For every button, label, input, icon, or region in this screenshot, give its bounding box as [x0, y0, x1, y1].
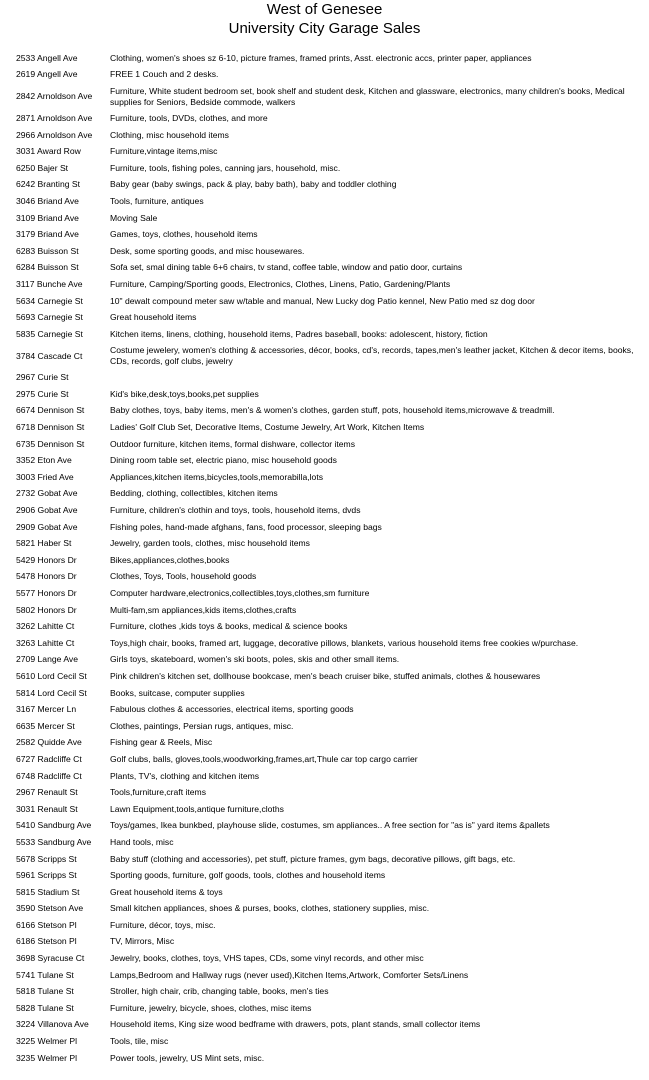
sale-items: Fishing gear & Reels, Misc — [110, 737, 213, 748]
sale-row — [16, 419, 636, 436]
sale-row — [16, 801, 636, 818]
sale-row — [16, 177, 636, 194]
sale-address: 6166 Stetson Pl — [16, 919, 77, 930]
sale-address: 6283 Buisson St — [16, 245, 79, 256]
sale-items: Girls toys, skateboard, women's ski boots, poles, skis and other small items. — [110, 654, 400, 665]
sale-row — [16, 370, 636, 387]
sale-items: Furniture, tools, fishing poles, canning jars, household, misc. — [110, 162, 341, 173]
sale-address: 6718 Dennison St — [16, 422, 85, 433]
sale-items: FREE 1 Couch and 2 desks. — [110, 69, 219, 80]
sale-address: 3031 Award Row — [16, 146, 81, 157]
sale-items: Baby gear (baby swings, pack & play, baby bath), baby and toddler clothing — [110, 179, 397, 190]
sale-items: 10" dewalt compound meter saw w/table and manual, New Lucky dog Patio kennel, New Patio med sz dog door — [110, 295, 535, 306]
sale-address: 2871 Arnoldson Ave — [16, 112, 93, 123]
sale-items: Ladies' Golf Club Set, Decorative Items, Costume Jewelry, Art Work, Kitchen Items — [110, 422, 425, 433]
sale-address: 5802 Honors Dr — [16, 604, 77, 615]
sale-items: Pink children's kitchen set, dollhouse bookcase, men's beach cruiser bike, stuffed animals, clothes & housewares — [110, 670, 541, 681]
sale-address: 2967 Renault St — [16, 787, 78, 798]
sale-items: Appliances,kitchen items,bicycles,tools,memorabilla,lots — [110, 471, 324, 482]
sale-items: Books, suitcase, computer supplies — [110, 687, 245, 698]
sale-row — [16, 668, 636, 685]
sale-items: Outdoor furniture, kitchen items, formal dishware, collector items — [110, 438, 356, 449]
sale-items: Clothes, paintings, Persian rugs, antiques, misc. — [110, 720, 294, 731]
sale-address: 5818 Tulane St — [16, 986, 74, 997]
sale-row — [16, 193, 636, 210]
sale-row — [16, 127, 636, 144]
sale-items: Golf clubs, balls, gloves,tools,woodworking,frames,art,Thule car top cargo carrier — [110, 753, 418, 764]
sale-row — [16, 1000, 636, 1017]
sale-row — [16, 326, 636, 343]
sale-address: 5741 Tulane St — [16, 969, 74, 980]
sale-address: 3167 Mercer Ln — [16, 704, 77, 715]
sale-row — [16, 569, 636, 586]
sale-row — [16, 67, 636, 84]
sale-row — [16, 160, 636, 177]
sale-address: 5814 Lord Cecil St — [16, 687, 87, 698]
sale-items: Fabulous clothes & accessories, electrical items, sporting goods — [110, 704, 354, 715]
sale-row — [16, 884, 636, 901]
sale-row — [16, 343, 636, 370]
sale-items: Clothing, misc household items — [110, 129, 229, 140]
sale-row — [16, 243, 636, 260]
sale-items: Bedding, clothing, collectibles, kitchen items — [110, 488, 278, 499]
sale-address: 5693 Carnegie St — [16, 312, 83, 323]
sale-address: 3224 Villanova Ave — [16, 1019, 89, 1030]
sale-address: 5610 Lord Cecil St — [16, 670, 87, 681]
sale-row — [16, 535, 636, 552]
sale-address: 3698 Syracuse Ct — [16, 953, 85, 964]
sale-items: Small kitchen appliances, shoes & purses, books, clothes, stationery supplies, misc. — [110, 903, 430, 914]
sale-row — [16, 735, 636, 752]
sale-address: 5961 Scripps St — [16, 870, 77, 881]
sale-row — [16, 210, 636, 227]
sale-row — [16, 718, 636, 735]
sale-address: 3031 Renault St — [16, 803, 78, 814]
sale-address: 6635 Mercer St — [16, 720, 75, 731]
sale-row — [16, 1050, 636, 1067]
sale-items: Furniture, Camping/Sporting goods, Electronics, Clothes, Linens, Patio, Gardening/Plants — [110, 278, 451, 289]
sale-address: 6748 Radcliffe Ct — [16, 770, 82, 781]
sale-row — [16, 502, 636, 519]
sale-row — [16, 552, 636, 569]
sale-items: Bikes,appliances,clothes,books — [110, 554, 230, 565]
sale-row — [16, 934, 636, 951]
sale-address: 2842 Arnoldson Ave — [16, 91, 93, 102]
sale-address: 2909 Gobat Ave — [16, 521, 78, 532]
sale-row — [16, 867, 636, 884]
sale-items: Furniture, décor, toys, misc. — [110, 919, 216, 930]
sale-items: Sofa set, smal dining table 6+6 chairs, tv stand, coffee table, window and patio door, curtains — [110, 262, 463, 273]
sale-items: Moving Sale — [110, 212, 158, 223]
sale-row — [16, 901, 636, 918]
sale-items: Tools, furniture, antiques — [110, 195, 204, 206]
sale-row — [16, 469, 636, 486]
sale-row — [16, 685, 636, 702]
sale-items: Great household items — [110, 312, 197, 323]
sale-address: 2619 Angell Ave — [16, 69, 78, 80]
sale-row — [16, 818, 636, 835]
sale-address: 3352 Eton Ave — [16, 455, 72, 466]
sale-items: Kitchen items, linens, clothing, household items, Padres baseball, books: adolescent, history, fiction — [110, 328, 488, 339]
sale-row — [16, 403, 636, 420]
page-title: West of Genesee — [266, 1, 383, 18]
sale-address: 6674 Dennison St — [16, 405, 85, 416]
sale-address: 6242 Branting St — [16, 179, 81, 190]
sale-items: Lamps,Bedroom and Hallway rugs (never used),Kitchen Items,Artwork, Comforter Sets/Linens — [110, 969, 469, 980]
sale-items: Dining room table set, electric piano, misc household goods — [110, 455, 337, 466]
sale-address: 2906 Gobat Ave — [16, 505, 78, 516]
sale-row — [16, 784, 636, 801]
sale-items: Jewelry, books, clothes, toys, VHS tapes, CDs, some vinyl records, and other misc — [110, 953, 424, 964]
sale-row — [16, 851, 636, 868]
sale-row — [16, 226, 636, 243]
sale-row — [16, 143, 636, 160]
sale-items: Furniture, White student bedroom set, book shelf and student desk, Kitchen and glassware, electronics, many children's books, Medical supplies for Seniors, Bedside commode, walkers — [110, 85, 625, 107]
sale-address: 3109 Briand Ave — [16, 212, 79, 223]
sale-address: 5577 Honors Dr — [16, 588, 77, 599]
sale-items: Tools, tile, misc — [110, 1036, 169, 1047]
sale-address: 6735 Dennison St — [16, 438, 85, 449]
sales-list — [16, 50, 636, 1066]
sale-items: Furniture, children's clothin and toys, tools, household items, dvds — [110, 505, 361, 516]
sale-items: Tools,furniture,craft items — [110, 787, 206, 798]
sale-address: 5410 Sandburg Ave — [16, 820, 92, 831]
sale-row — [16, 585, 636, 602]
sale-items: Household items, King size wood bedframe with drawers, pots, plant stands, small collector items — [110, 1019, 481, 1030]
sale-items: Stroller, high chair, crib, changing table, books, men's ties — [110, 986, 329, 997]
sale-items: Furniture,vintage items,misc — [110, 146, 218, 157]
sale-row — [16, 834, 636, 851]
sale-address: 5828 Tulane St — [16, 1002, 74, 1013]
sale-address: 2732 Gobat Ave — [16, 488, 78, 499]
sale-items: Lawn Equipment,tools,antique furniture,cloths — [110, 803, 284, 814]
sale-row — [16, 486, 636, 503]
sale-items: Computer hardware,electronics,collectibles,toys,clothes,sm furniture — [110, 588, 370, 599]
sale-address: 5429 Honors Dr — [16, 554, 77, 565]
sale-items: Games, toys, clothes, household items — [110, 229, 258, 240]
page-header — [0, 0, 649, 44]
sale-row — [16, 983, 636, 1000]
sale-row — [16, 309, 636, 326]
sale-row — [16, 652, 636, 669]
sale-items: Baby stuff (clothing and accessories), pet stuff, picture frames, gym bags, decorative pillows, gift bags, etc. — [110, 853, 516, 864]
sale-address: 5835 Carnegie St — [16, 328, 83, 339]
sale-address: 2966 Arnoldson Ave — [16, 129, 93, 140]
page-subtitle: University City Garage Sales — [228, 20, 421, 37]
sale-row — [16, 1033, 636, 1050]
sale-address: 3235 Welmer Pl — [16, 1052, 77, 1063]
sale-items: Furniture, tools, DVDs, clothes, and more — [110, 112, 268, 123]
sale-address: 5533 Sandburg Ave — [16, 836, 92, 847]
sale-address: 3225 Welmer Pl — [16, 1036, 77, 1047]
sale-items: Desk, some sporting goods, and misc housewares. — [110, 245, 305, 256]
sale-items: Sporting goods, furniture, golf goods, tools, clothes and household items — [110, 870, 386, 881]
sale-address: 2533 Angell Ave — [16, 52, 78, 63]
sale-items: Baby clothes, toys, baby items, men's & women's clothes, garden stuff, pots, household items,microwave & treadmill. — [110, 405, 555, 416]
sale-row — [16, 452, 636, 469]
sale-items: Multi-fam,sm appliances,kids items,clothes,crafts — [110, 604, 297, 615]
sale-row — [16, 519, 636, 536]
sale-address: 3003 Fried Ave — [16, 471, 74, 482]
sale-row — [16, 110, 636, 127]
sale-items: Power tools, jewelry, US Mint sets, misc. — [110, 1052, 265, 1063]
sale-address: 3179 Briand Ave — [16, 229, 79, 240]
sale-items: Clothes, Toys, Tools, household goods — [110, 571, 257, 582]
sale-items: Kid's bike,desk,toys,books,pet supplies — [110, 388, 259, 399]
sale-address: 3590 Stetson Ave — [16, 903, 84, 914]
sale-row — [16, 950, 636, 967]
sale-address: 6284 Buisson St — [16, 262, 79, 273]
sale-items: Jewelry, garden tools, clothes, misc household items — [110, 538, 310, 549]
sale-row — [16, 967, 636, 984]
sale-items: Great household items & toys — [110, 886, 223, 897]
sale-row — [16, 293, 636, 310]
sale-address: 6727 Radcliffe Ct — [16, 753, 82, 764]
sale-address: 2975 Curie St — [16, 388, 69, 399]
sale-items: Fishing poles, hand-made afghans, fans, food processor, sleeping bags — [110, 521, 382, 532]
sale-items: TV, Mirrors, Misc — [110, 936, 175, 947]
sale-row — [16, 1017, 636, 1034]
sale-row — [16, 386, 636, 403]
sale-row — [16, 50, 636, 67]
sale-items: Furniture, jewelry, bicycle, shoes, clothes, misc items — [110, 1002, 312, 1013]
sale-address: 3262 Lahitte Ct — [16, 621, 75, 632]
sale-address: 6186 Stetson Pl — [16, 936, 77, 947]
sale-items: Hand tools, misc — [110, 836, 174, 847]
sale-items: Toys,high chair, books, framed art, luggage, decorative pillows, blankets, various household items free cookies w/purchase. — [110, 637, 579, 648]
sale-address: 6250 Bajer St — [16, 162, 69, 173]
sale-address: 5478 Honors Dr — [16, 571, 77, 582]
sale-address: 3046 Briand Ave — [16, 195, 79, 206]
sale-row — [16, 635, 636, 652]
sale-address: 3263 Lahitte Ct — [16, 637, 75, 648]
sale-row — [16, 436, 636, 453]
sale-row — [16, 701, 636, 718]
sale-items: Plants, TV's, clothing and kitchen items — [110, 770, 260, 781]
sale-address: 3117 Bunche Ave — [16, 278, 83, 289]
sale-address: 2582 Quidde Ave — [16, 737, 82, 748]
sale-items: Toys/games, Ikea bunkbed, playhouse slide, costumes, sm appliances.. A free section for "as is" yard items &pallets — [110, 820, 550, 831]
sale-address: 2709 Lange Ave — [16, 654, 78, 665]
sale-items: Costume jewelery, women's clothing & accessories, décor, books, cd's, records, tapes,men's leather jacket, Kitchen & decor items, books, CDs, records, golf clubs, jewelry — [110, 345, 634, 366]
sale-row — [16, 618, 636, 635]
sale-row — [16, 83, 636, 110]
sale-row — [16, 602, 636, 619]
sale-address: 5815 Stadium St — [16, 886, 80, 897]
sale-row — [16, 276, 636, 293]
sale-address: 5634 Carnegie St — [16, 295, 83, 306]
sale-row — [16, 260, 636, 277]
sale-address: 5821 Haber St — [16, 538, 72, 549]
sale-address: 5678 Scripps St — [16, 853, 77, 864]
sale-row — [16, 917, 636, 934]
sale-items: Clothing, women's shoes sz 6-10, picture frames, framed prints, Asst. electronic accs, printer paper, appliances — [110, 52, 532, 63]
sale-row — [16, 768, 636, 785]
sale-items: Furniture, clothes ,kids toys & books, medical & science books — [110, 621, 348, 632]
sale-address: 3784 Cascade Ct — [16, 350, 83, 361]
sale-row — [16, 751, 636, 768]
sale-address: 2967 Curie St — [16, 372, 69, 383]
